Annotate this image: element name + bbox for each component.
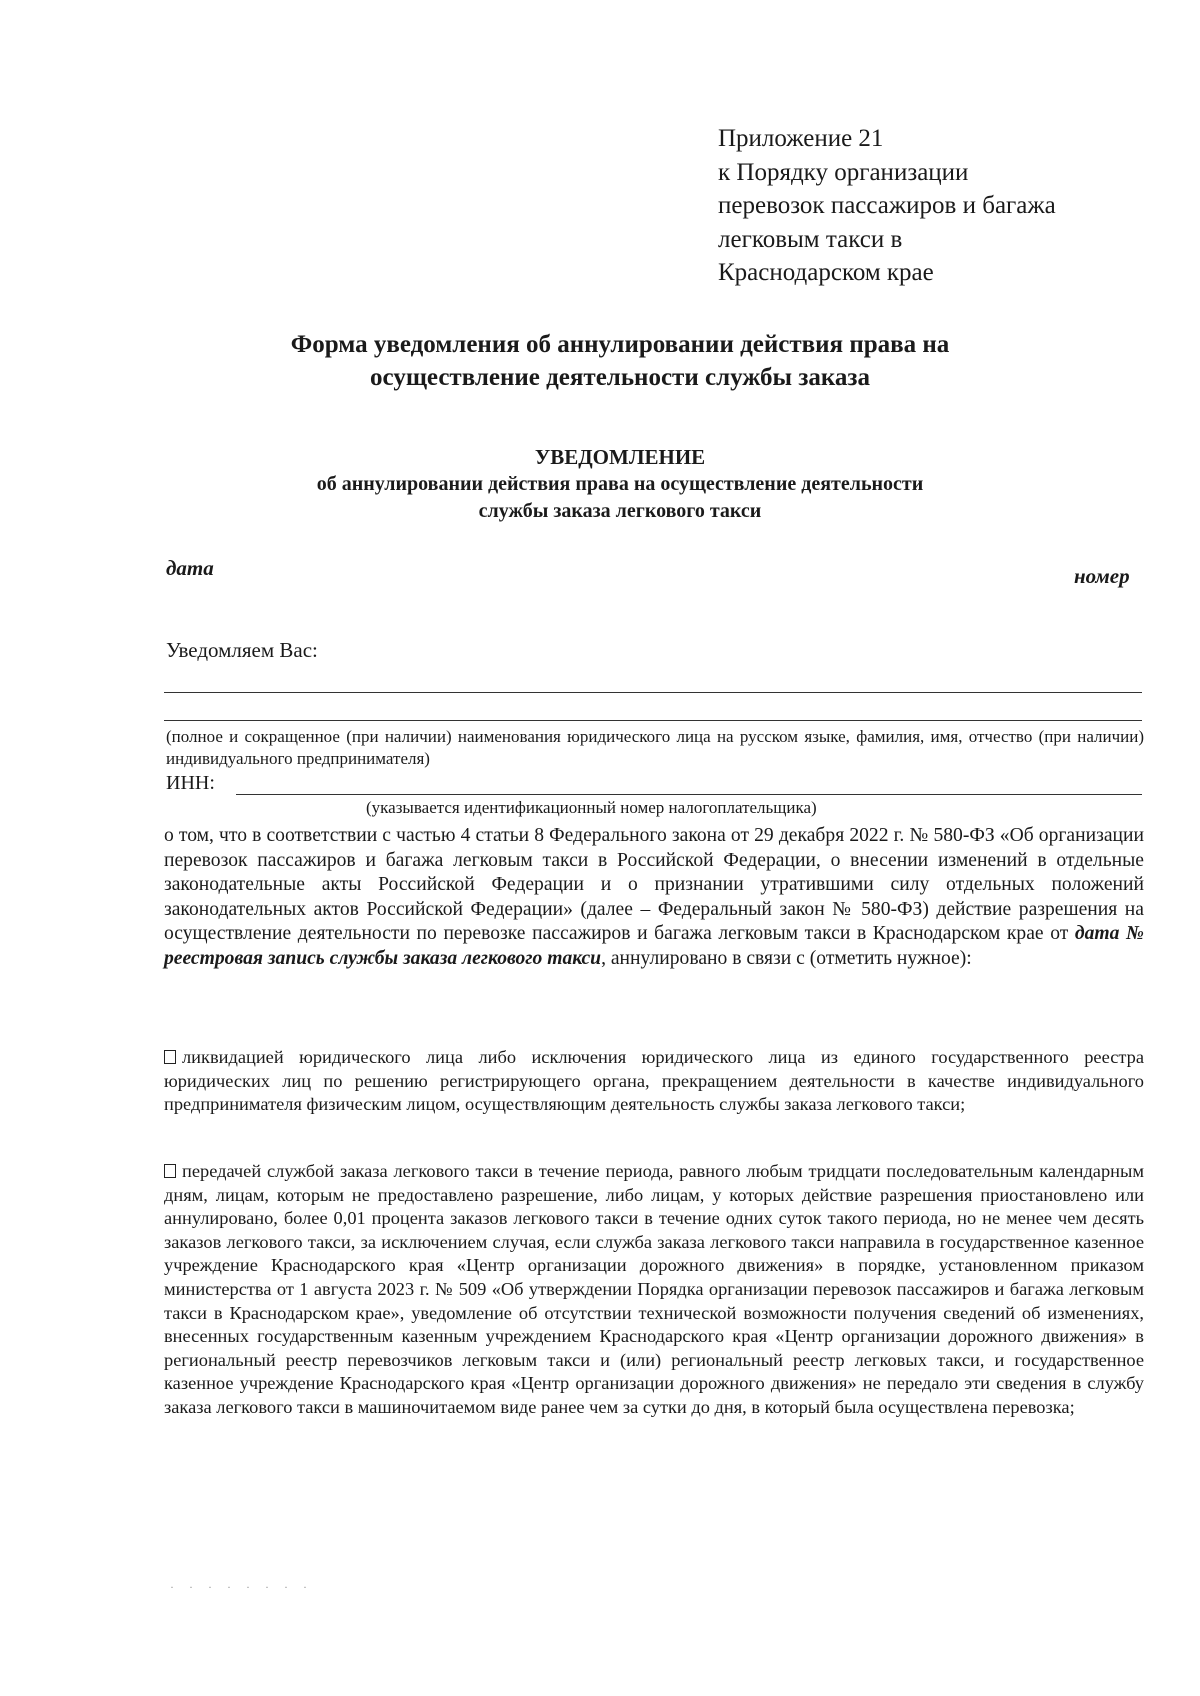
appendix-line: легковым такси в bbox=[718, 225, 903, 253]
appendix-line: Краснодарском крае bbox=[718, 259, 934, 286]
appendix-line: к Порядку организации bbox=[718, 158, 969, 186]
form-title-line: осуществление деятельности службы заказа bbox=[370, 364, 870, 391]
appendix-line: перевозок пассажиров и багажа bbox=[718, 192, 1056, 219]
notice-subtitle: службы заказа легкового такси bbox=[478, 500, 762, 522]
recipient-hint: (полное и сокращенное (при наличии) наименования юридического лица на русском языке, фамилия, имя, отчество (при наличии) индивидуального предпринимателя) bbox=[166, 727, 1144, 768]
option-text: передачей службой заказа легкового такси в течение периода, равного любым тридцати последовательным календарным дням, лицам, которым не предоставлено разрешение, либо лицам, у которых действие разрешения приостановлено или аннулировано, более 0,01 процента заказов легкового такси в течение одних суток такого периода, но не менее чем десять заказов легкового такси, за исключением случая, если служба заказа легкового такси направила в государственное казенное учреждение Краснодарского края «Центр организации дорожного движения» в порядке, установленном приказом министерства от 1 августа 2023 г. № 509 «Об утверждении Порядка организации перевозок пассажиров и багажа легковым такси в Краснодарском крае», уведомление об отсутствии технической возможности получения сведений об изменениях, внесенных государственным казенным учреждением Краснодарского края «Центр организации дорожного движения» в региональный реестр перевозчиков легковым такси и (или) региональный реестр легковых такси, и государственное казенное учреждение Краснодарского края «Центр организации дорожного движения» не передало эти сведения в службу заказа легкового такси в машиночитаемом виде ранее чем за сутки до дня, в который была осуществлена перевозка; bbox=[164, 1161, 1144, 1417]
main-text-part: , аннулировано в связи с (отметить нужное): bbox=[601, 947, 972, 969]
notice-subtitle: об аннулировании действия права на осуществление деятельности bbox=[316, 473, 924, 495]
main-text-part: о том, что в соответствии с частью 4 статьи 8 Федерального закона от 29 декабря 2022 г. № 580-ФЗ «Об организации перевозок пассажиров и багажа легковым такси в Российской Федерации, о внесении изменений в отдельные законодательные акты Российской Федерации и о признании утратившими силу отдельных положений законодательных актов Российской Федерации» (далее – Федеральный закон № 580-ФЗ) действие разрешения на осуществление деятельности по перевозке пассажиров и багажа легковым такси в Краснодарском крае от bbox=[164, 825, 1144, 945]
form-title bbox=[200, 328, 1040, 394]
form-title-line: Форма уведомления об аннулировании действия права на bbox=[290, 331, 950, 358]
appendix-line: Приложение 21 bbox=[718, 125, 884, 152]
checkbox-icon[interactable] bbox=[164, 1050, 176, 1064]
notice-heading: УВЕДОМЛЕНИЕ bbox=[534, 445, 706, 469]
recipient-fill-line bbox=[164, 720, 1142, 721]
recipient-label: Уведомляем Вас: bbox=[166, 638, 318, 662]
recipient-fill-line bbox=[164, 692, 1142, 693]
notice-title bbox=[200, 444, 1040, 525]
option-text: ликвидацией юридического лица либо исключения юридического лица из единого государственного реестра юридических лиц по решению регистрирующего органа, прекращением деятельности в качестве индивидуального предпринимателя физическим лицом, осуществляющим деятельность службы заказа легкового такси; bbox=[164, 1047, 1144, 1115]
main-text-emphasis: дата № реестровая запись службы заказа легкового такси bbox=[164, 923, 1144, 969]
checkbox-icon[interactable] bbox=[164, 1164, 176, 1178]
inn-hint: (указывается идентификационный номер налогоплательщика) bbox=[366, 798, 817, 817]
scan-artifact: · · · · · · · · bbox=[170, 1580, 313, 1594]
inn-fill-line bbox=[236, 794, 1142, 795]
main-paragraph bbox=[164, 824, 1144, 972]
number-label: номер bbox=[1074, 564, 1130, 588]
option-item bbox=[164, 1160, 1144, 1420]
appendix-reference bbox=[718, 122, 1138, 290]
option-item bbox=[164, 1046, 1144, 1117]
date-label: дата bbox=[166, 556, 214, 580]
inn-label: ИНН: bbox=[166, 772, 215, 794]
